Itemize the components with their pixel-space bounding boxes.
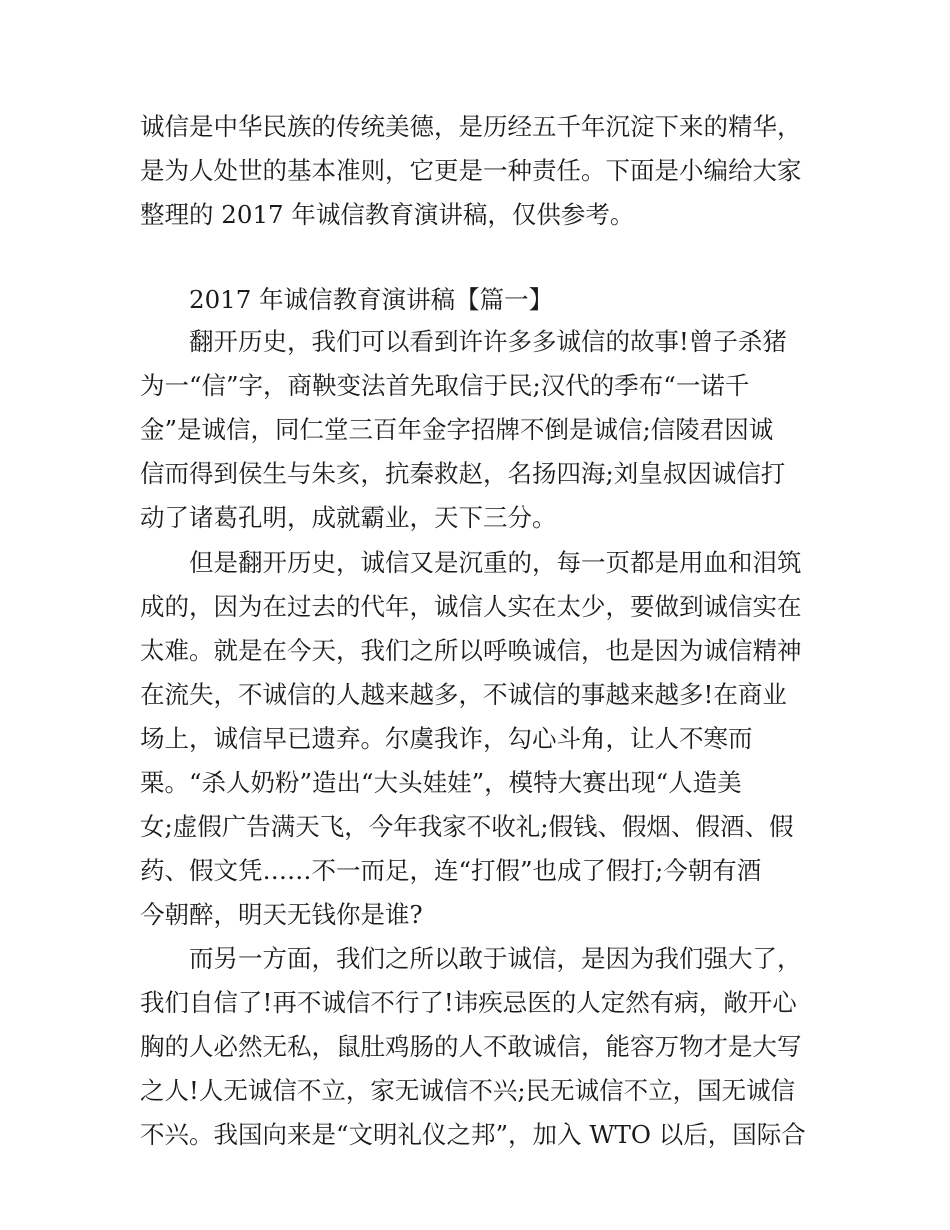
paragraph-3-line: 而另一方面，我们之所以敢于诚信，是因为我们强大了， bbox=[189, 944, 802, 973]
paragraph-3-line: 我们自信了!再不诚信不行了!讳疾忌医的人定然有病，敞开心 bbox=[140, 988, 797, 1017]
paragraph-1-line: 动了诸葛孔明，成就霸业，天下三分。 bbox=[140, 503, 557, 532]
paragraph-3-line: 不兴。我国向来是“文明礼仪之邦”，加入 WTO 以后，国际合 bbox=[140, 1120, 806, 1149]
paragraph-3-line: 之人!人无诚信不立，家无诚信不兴;民无诚信不立，国无诚信 bbox=[140, 1076, 796, 1105]
paragraph-2-line: 在流失，不诚信的人越来越多，不诚信的事越来越多!在商业 bbox=[140, 680, 787, 709]
paragraph-2-line: 太难。就是在今天，我们之所以呼唤诚信，也是因为诚信精神 bbox=[140, 636, 802, 665]
paragraph-2-line: 但是翻开历史，诚信又是沉重的，每一页都是用血和泪筑 bbox=[189, 548, 802, 577]
paragraph-2-line: 成的，因为在过去的代年，诚信人实在太少，要做到诚信实在 bbox=[140, 592, 802, 621]
section-heading: 2017 年诚信教育演讲稿【篇一】 bbox=[189, 285, 554, 314]
paragraph-3-line: 胸的人必然无私，鼠肚鸡肠的人不敢诚信，能容万物才是大写 bbox=[140, 1032, 802, 1061]
paragraph-2-line: 今朝醉，明天无钱你是谁? bbox=[140, 900, 423, 929]
paragraph-2-line: 药、假文凭……不一而足，连“打假”也成了假打;今朝有酒 bbox=[140, 856, 762, 885]
paragraph-2-line: 场上，诚信早已遗弃。尔虞我诈，勾心斗角，让人不寒而 bbox=[140, 724, 753, 753]
intro-line: 整理的 2017 年诚信教育演讲稿，仅供参考。 bbox=[140, 200, 635, 229]
intro-line: 是为人处世的基本准则，它更是一种责任。下面是小编给大家 bbox=[140, 156, 802, 185]
paragraph-1-line: 翻开历史，我们可以看到许许多多诚信的故事!曾子杀猪 bbox=[189, 327, 787, 356]
paragraph-2-line: 栗。“杀人奶粉”造出“大头娃娃”，模特大赛出现“人造美 bbox=[140, 768, 742, 797]
paragraph-1-line: 金”是诚信，同仁堂三百年金字招牌不倒是诚信;信陵君因诚 bbox=[140, 415, 774, 444]
intro-line: 诚信是中华民族的传统美德，是历经五千年沉淀下来的精华， bbox=[140, 112, 802, 141]
paragraph-2-line: 女;虚假广告满天飞，今年我家不收礼;假钱、假烟、假酒、假 bbox=[140, 812, 794, 841]
paragraph-1-line: 信而得到侯生与朱亥，抗秦救赵，名扬四海;刘皇叔因诚信打 bbox=[140, 459, 786, 488]
paragraph-1-line: 为一“信”字，商鞅变法首先取信于民;汉代的季布“一诺千 bbox=[140, 371, 750, 400]
